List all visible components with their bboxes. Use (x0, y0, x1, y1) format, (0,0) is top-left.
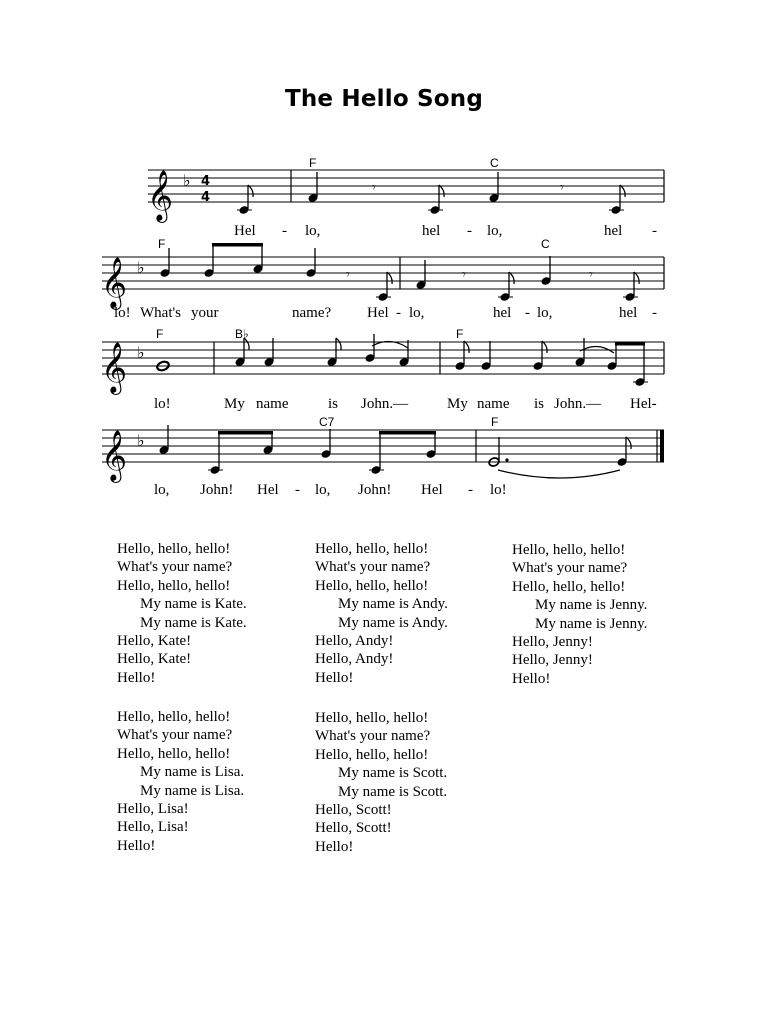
lyric-syllable: What's (140, 305, 182, 321)
rest-icon: 𝄾 (560, 180, 564, 196)
verse-line: Hello, hello, hello! (512, 542, 626, 558)
flat-key-signature-icon: ♭ (137, 343, 145, 362)
verse-line: My name is Andy. (338, 614, 448, 631)
verse-line: Hello, Scott! (315, 820, 392, 837)
staff-lines (102, 430, 664, 462)
staff-lines (102, 257, 664, 289)
lyric-syllable: - (468, 482, 473, 498)
lyric-syllable: hel (604, 223, 623, 239)
lyric-syllable: - (396, 305, 401, 321)
verse-line: What's your name? (315, 559, 431, 576)
verse-line: My name is Jenny. (535, 597, 648, 614)
lyric-syllable: - (282, 223, 287, 239)
verse-line: My name is Lisa. (140, 764, 245, 781)
lyric-syllable: John! (200, 482, 234, 498)
staff-system-3 (101, 327, 664, 412)
verse-line: My name is Jenny. (535, 615, 648, 632)
lyric-syllable: lo, (537, 305, 553, 321)
lyric-syllable: hel (422, 223, 441, 239)
verse-line: Hello, hello, hello! (315, 746, 429, 763)
chord-symbol: F (309, 156, 317, 170)
staff-lines (148, 170, 664, 202)
lyric-syllable: My (224, 396, 245, 412)
time-signature-top: 4 (201, 174, 211, 189)
verse-line: Hello, hello, hello! (315, 577, 429, 594)
rest-icon: 𝄾 (462, 267, 466, 283)
rest-icon: 𝄾 (346, 267, 350, 283)
verse-line: Hello, Lisa! (117, 801, 189, 818)
lyric-syllable: name (256, 396, 289, 412)
staff-system-1 (147, 156, 664, 239)
rest-icon: 𝄾 (589, 267, 593, 283)
verse-line: Hello! (117, 669, 156, 686)
lyric-syllable: lo, (409, 305, 425, 321)
treble-clef-icon: 𝄞 (101, 342, 128, 393)
verse-line: My name is Scott. (338, 765, 448, 782)
lyric-syllable: Hel (234, 223, 256, 239)
time-signature-bottom: 4 (201, 190, 211, 205)
lyric-syllable: - (652, 223, 657, 239)
verse-line: Hello, Scott! (315, 802, 392, 819)
verse-line: Hello! (512, 670, 551, 687)
lyric-syllable: lo! (490, 482, 507, 498)
verse-line: My name is Scott. (338, 783, 448, 800)
verse-line: My name is Lisa. (140, 782, 245, 799)
lyric-syllable: - (652, 305, 657, 321)
lyric-syllable: lo, (487, 223, 503, 239)
verse-line: What's your name? (117, 559, 233, 576)
lyric-syllable: My (447, 396, 468, 412)
lyric-syllable: your (191, 305, 219, 321)
lyric-syllable: John.— (554, 396, 602, 412)
lyric-syllable: name? (292, 305, 332, 321)
lyric-syllable: John.— (361, 396, 409, 412)
chord-symbol: F (158, 237, 166, 251)
lyric-syllable: lo! (154, 396, 171, 412)
verse-line: My name is Kate. (140, 614, 247, 631)
verse-line: Hello, Kate! (117, 651, 192, 668)
verse-line: My name is Kate. (140, 596, 247, 613)
lyric-syllable: Hel (367, 305, 389, 321)
lyric-syllable: is (534, 396, 545, 412)
lyric-syllable: lo, (154, 482, 170, 498)
chord-symbol: F (156, 327, 164, 341)
flat-key-signature-icon: ♭ (137, 431, 145, 450)
lyric-syllable: John! (358, 482, 392, 498)
verse-lisa (117, 708, 244, 855)
tie (498, 470, 620, 478)
lyric-syllable: lo, (305, 223, 321, 239)
lyric-syllable: - (295, 482, 300, 498)
treble-clef-icon: 𝄞 (147, 170, 174, 221)
verse-kate (117, 540, 247, 687)
final-barline-thick (660, 430, 664, 462)
lyric-syllable: hel (493, 305, 512, 321)
lyric-syllable: - (467, 223, 472, 239)
verse-line: Hello! (117, 837, 156, 854)
verse-line: Hello, hello, hello! (117, 745, 231, 762)
verse-line: Hello, Jenny! (512, 634, 593, 651)
verse-line: Hello, Andy! (315, 651, 394, 668)
flat-key-signature-icon: ♭ (183, 171, 191, 190)
chord-symbol: C (541, 237, 550, 251)
verse-jenny (512, 541, 647, 688)
lyric-syllable: Hel (421, 482, 443, 498)
verse-line: What's your name? (512, 560, 628, 577)
verse-line: Hello, Jenny! (512, 652, 593, 669)
verse-line: My name is Andy. (338, 596, 448, 613)
lyric-syllable: hel (619, 305, 638, 321)
lyric-syllable: - (525, 305, 530, 321)
lyric-syllable: is (328, 396, 339, 412)
staff-system-4 (101, 415, 664, 498)
verse-line: Hello, hello, hello! (315, 541, 429, 557)
staff-lines (102, 342, 664, 374)
verse-line: Hello, hello, hello! (117, 577, 231, 594)
song-title: The Hello Song (284, 86, 484, 112)
verse-line: Hello, hello, hello! (315, 710, 429, 726)
chord-symbol: F (456, 327, 464, 341)
verse-line: Hello, Andy! (315, 633, 394, 650)
verse-line: Hello, hello, hello! (512, 578, 626, 595)
rest-icon: 𝄾 (372, 180, 376, 196)
lyric-syllable: Hel- (630, 396, 657, 412)
verse-scott (315, 709, 447, 856)
staff-system-2 (101, 237, 664, 321)
verse-line: Hello, hello, hello! (117, 709, 231, 725)
lyric-syllable: lo, (315, 482, 331, 498)
chord-symbol: F (491, 415, 499, 429)
treble-clef-icon: 𝄞 (101, 257, 128, 308)
verse-line: Hello, hello, hello! (117, 541, 231, 557)
chord-symbol: C (490, 156, 499, 170)
verse-line: Hello, Kate! (117, 633, 192, 650)
verse-line: Hello! (315, 838, 354, 855)
verse-line: Hello! (315, 669, 354, 686)
lyric-syllable: Hel (257, 482, 279, 498)
chord-symbol: C7 (319, 415, 335, 429)
treble-clef-icon: 𝄞 (101, 430, 128, 481)
lyric-syllable: lo! (114, 305, 131, 321)
verse-andy (315, 540, 448, 687)
flat-key-signature-icon: ♭ (137, 258, 145, 277)
lyric-syllable: name (477, 396, 510, 412)
verse-line: What's your name? (315, 728, 431, 745)
verse-line: What's your name? (117, 727, 233, 744)
verse-line: Hello, Lisa! (117, 819, 189, 836)
chord-symbol: B♭ (235, 327, 249, 341)
